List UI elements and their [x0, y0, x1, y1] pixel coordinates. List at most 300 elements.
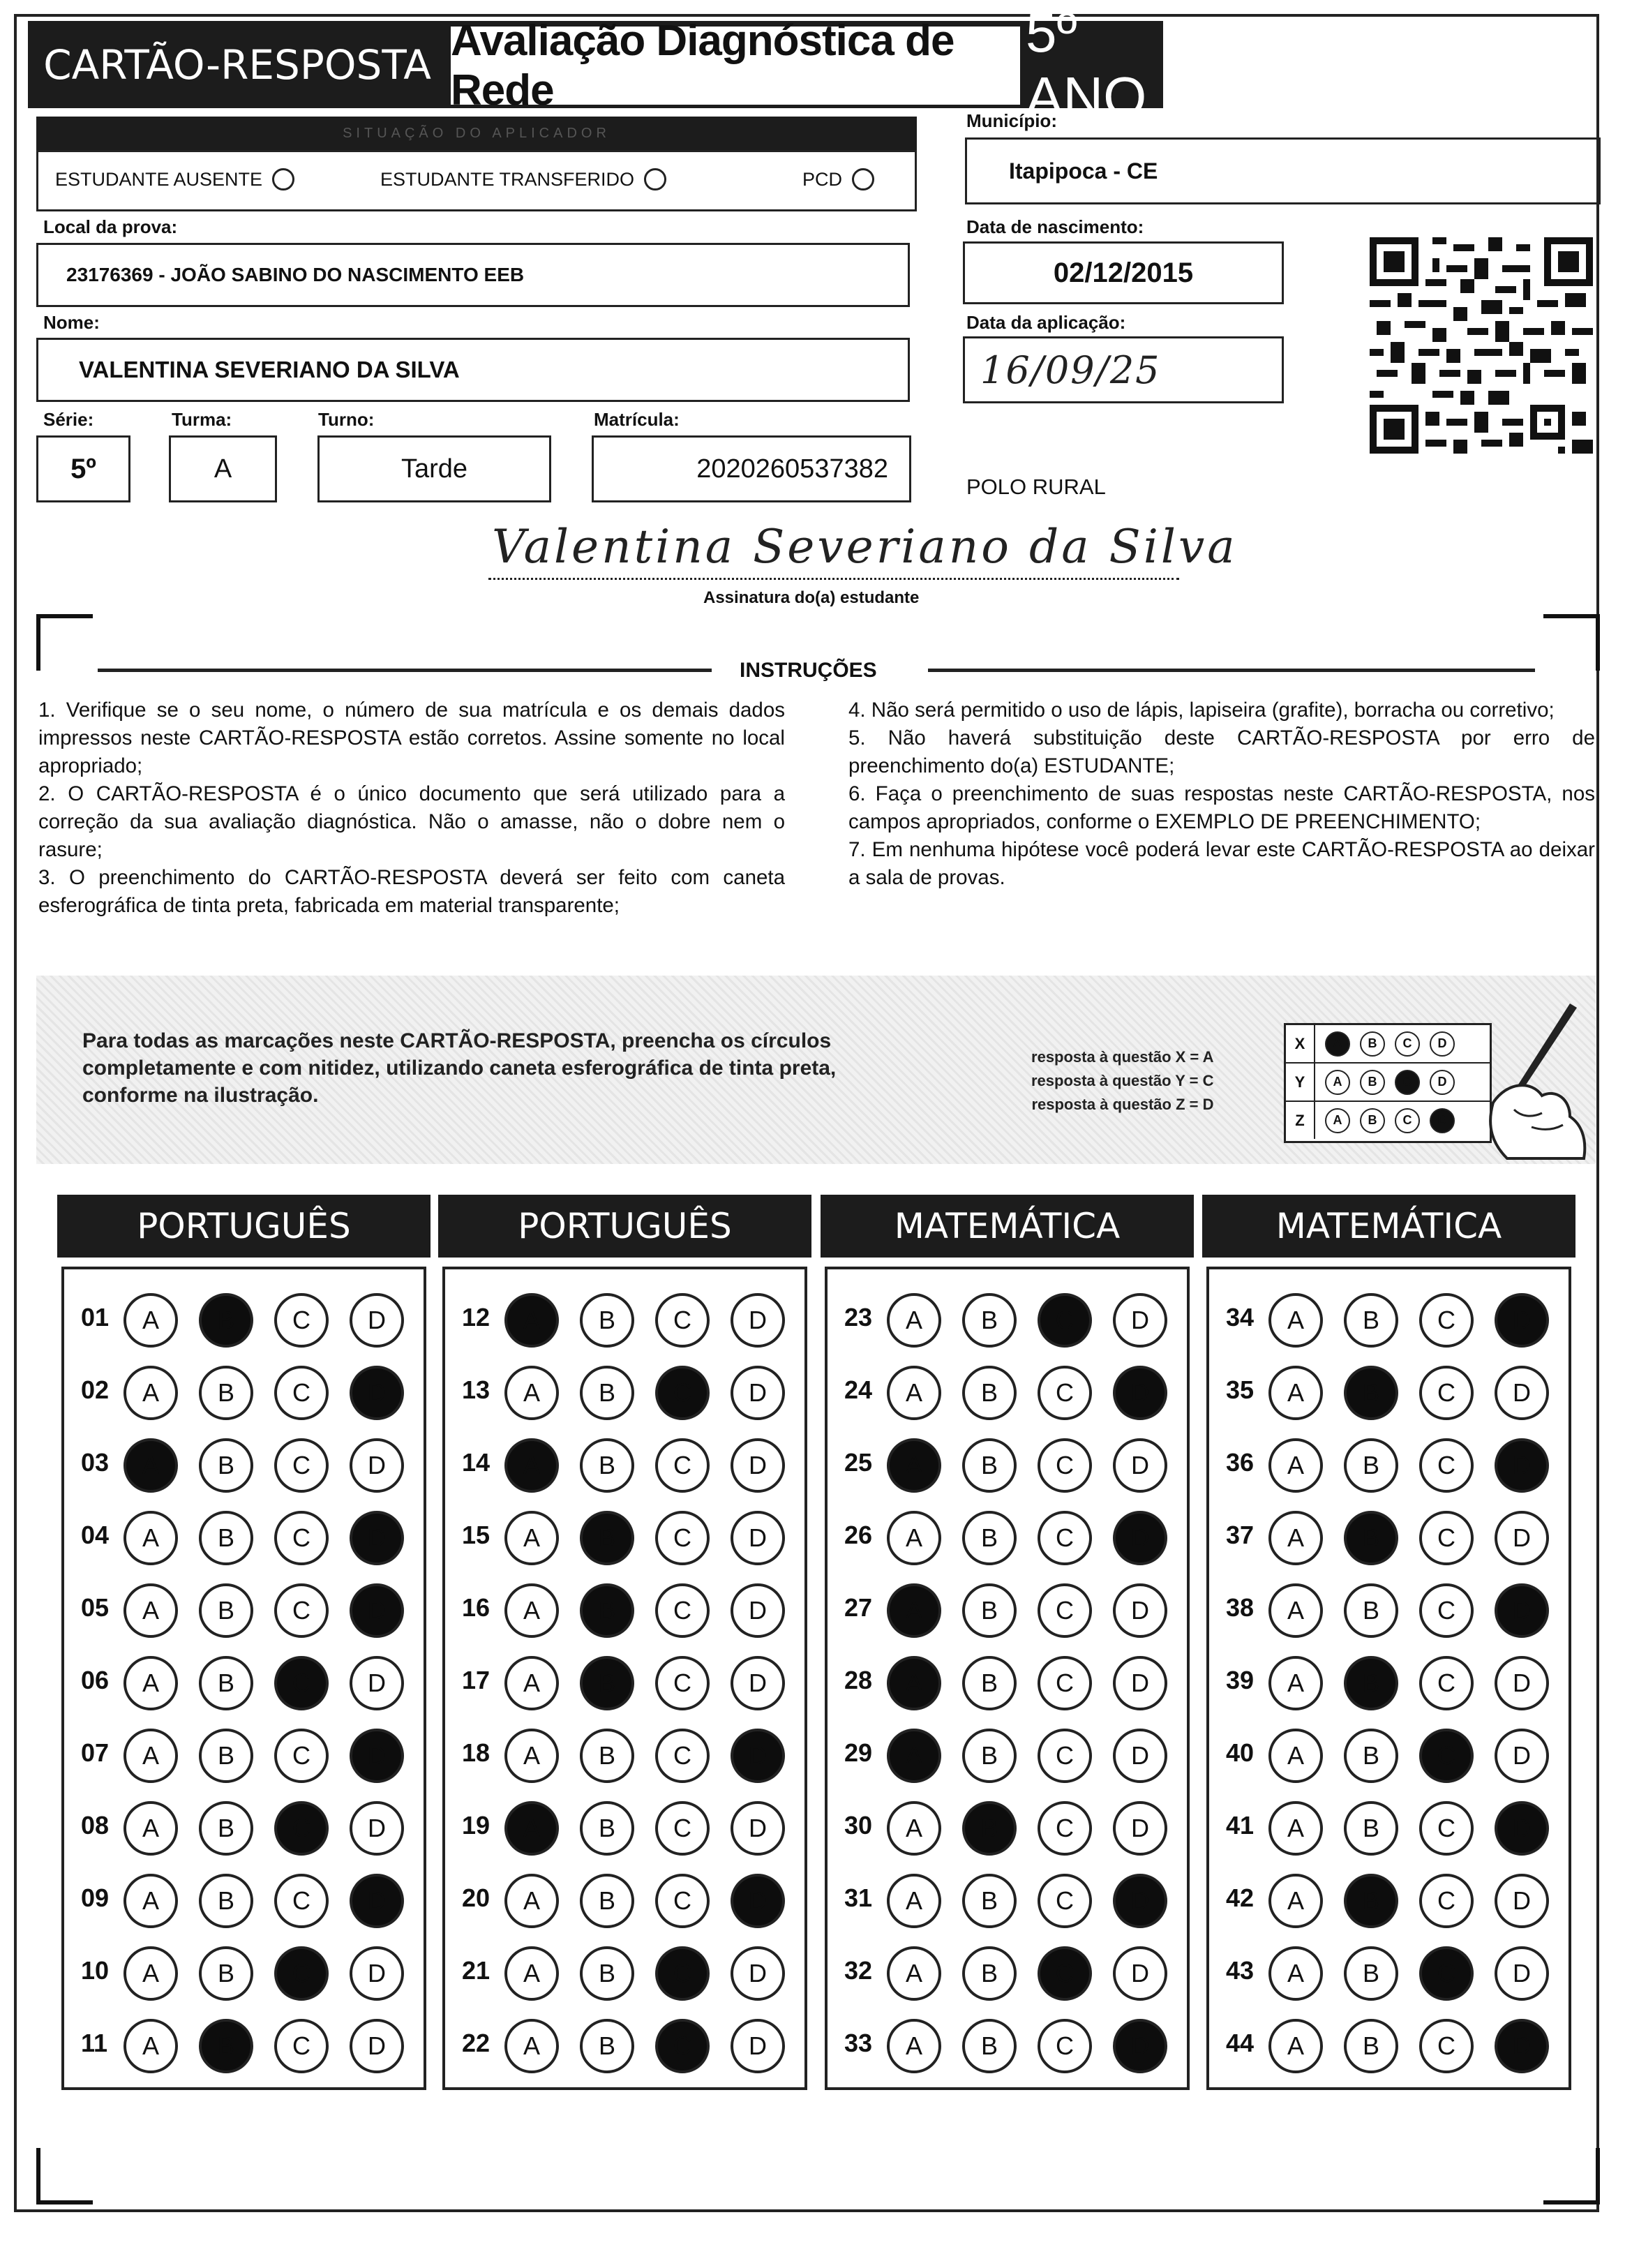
answer-bubble-b[interactable]: B	[199, 1656, 253, 1710]
answer-bubble-d[interactable]: D	[1113, 1801, 1167, 1856]
answer-bubble-b[interactable]: B	[1344, 1656, 1398, 1710]
answer-bubble-d[interactable]: D	[350, 1583, 404, 1638]
answer-bubble-b[interactable]: B	[580, 1366, 634, 1420]
question-row	[64, 1283, 424, 1353]
answer-bubble-d[interactable]: D	[731, 1511, 785, 1565]
answer-bubble-c[interactable]: C	[274, 1511, 329, 1565]
answer-bubble-c[interactable]: C	[1038, 2019, 1092, 2073]
answer-bubble-c[interactable]: C	[1419, 2019, 1474, 2073]
answer-bubble-b[interactable]: B	[580, 1656, 634, 1710]
question-number: 27	[844, 1593, 873, 1622]
answer-bubble-a[interactable]: A	[504, 1366, 559, 1420]
answer-bubble-a[interactable]: A	[887, 1874, 941, 1928]
answer-bubble-c[interactable]: C	[274, 1656, 329, 1710]
question-number: 42	[1226, 1883, 1255, 1912]
answer-bubble-a[interactable]: A	[123, 1801, 178, 1856]
grade-title: 5º ANO	[1026, 1, 1147, 128]
absent-option[interactable]	[55, 168, 294, 191]
answer-bubble-b[interactable]: B	[1344, 1293, 1398, 1348]
nome-field	[36, 338, 910, 402]
example-row-label: X	[1286, 1025, 1315, 1062]
question-number: 08	[81, 1811, 110, 1840]
answer-bubble-a[interactable]: A	[504, 1874, 559, 1928]
answer-bubble-a[interactable]: A	[1268, 1729, 1323, 1783]
answer-bubble-c[interactable]: C	[1419, 1946, 1474, 2001]
answer-bubble-a[interactable]: A	[504, 2019, 559, 2073]
answer-bubble-a[interactable]: A	[887, 1438, 941, 1493]
question-row	[445, 1937, 804, 2006]
question-row	[64, 1646, 424, 1716]
question-number: 33	[844, 2029, 873, 2057]
polo-label: POLO RURAL	[966, 475, 1106, 499]
answer-bubble-d[interactable]: D	[350, 1946, 404, 2001]
example-bubble-c: C	[1395, 1031, 1420, 1057]
question-row	[64, 1356, 424, 1426]
answer-bubble-a[interactable]: A	[504, 1511, 559, 1565]
answer-bubble-c[interactable]: C	[1038, 1729, 1092, 1783]
answer-bubble-a[interactable]: A	[1268, 2019, 1323, 2073]
question-row	[64, 2009, 424, 2079]
answer-bubble-c[interactable]: C	[655, 1511, 710, 1565]
answer-bubble-c[interactable]: C	[655, 1366, 710, 1420]
legend-line: resposta à questão X = A	[1031, 1048, 1214, 1066]
answer-bubble-c[interactable]: C	[655, 1656, 710, 1710]
corner-mark-bottom-left	[36, 2148, 93, 2204]
answer-bubble-b[interactable]: B	[580, 1438, 634, 1493]
question-number: 26	[844, 1521, 873, 1549]
answer-bubble-a[interactable]: A	[504, 1293, 559, 1348]
answer-bubble-b[interactable]: B	[1344, 1438, 1398, 1493]
answer-bubble-a[interactable]: A	[887, 1511, 941, 1565]
question-row	[445, 2009, 804, 2079]
answer-bubble-c[interactable]: C	[1038, 1801, 1092, 1856]
question-row	[445, 1574, 804, 1643]
legend-line: resposta à questão Z = D	[1031, 1096, 1214, 1113]
answer-bubble-c[interactable]: C	[1419, 1293, 1474, 1348]
question-row	[445, 1791, 804, 1861]
answer-bubble-a[interactable]: A	[123, 2019, 178, 2073]
answer-bubble-c[interactable]: C	[274, 1874, 329, 1928]
answer-bubble-a[interactable]: A	[1268, 1874, 1323, 1928]
answer-bubble-d[interactable]: D	[731, 1874, 785, 1928]
answer-bubble-b[interactable]: B	[199, 1946, 253, 2001]
question-row	[64, 1937, 424, 2006]
answer-bubble-b[interactable]: B	[580, 1801, 634, 1856]
answer-bubble-d[interactable]: D	[1113, 2019, 1167, 2073]
instructions-right-column	[848, 696, 1595, 892]
answer-bubble-c[interactable]: C	[655, 2019, 710, 2073]
answer-bubble-b[interactable]: B	[962, 1874, 1017, 1928]
question-number: 16	[462, 1593, 491, 1622]
answer-bubble-a[interactable]: A	[504, 1438, 559, 1493]
answer-bubble-c[interactable]: C	[1038, 1366, 1092, 1420]
nome-value: VALENTINA SEVERIANO DA SILVA	[79, 357, 460, 382]
question-number: 23	[844, 1303, 873, 1331]
question-number: 01	[81, 1303, 110, 1331]
pcd-label: PCD	[802, 168, 843, 190]
answer-bubble-d[interactable]: D	[350, 1656, 404, 1710]
question-number: 07	[81, 1738, 110, 1767]
answer-bubble-d[interactable]: D	[1495, 1366, 1549, 1420]
answer-bubble-d[interactable]: D	[1113, 1874, 1167, 1928]
answer-bubble-b[interactable]: B	[580, 1511, 634, 1565]
answer-bubble-c[interactable]: C	[1038, 1438, 1092, 1493]
answer-bubble-d[interactable]: D	[1495, 1801, 1549, 1856]
answer-grid	[1206, 1267, 1571, 2090]
question-number: 30	[844, 1811, 873, 1840]
answer-bubble-d[interactable]: D	[1113, 1366, 1167, 1420]
answer-bubble-b[interactable]: B	[962, 1801, 1017, 1856]
question-row	[445, 1428, 804, 1498]
answer-bubble-d[interactable]: D	[731, 1438, 785, 1493]
municipio-value: Itapipoca - CE	[1009, 158, 1158, 184]
corner-mark-top-right	[1543, 614, 1600, 671]
answer-bubble-d[interactable]: D	[1113, 1438, 1167, 1493]
answer-bubble-a[interactable]: A	[123, 1946, 178, 2001]
answer-bubble-d[interactable]: D	[350, 1366, 404, 1420]
question-row	[445, 1646, 804, 1716]
answer-bubble-b[interactable]: B	[962, 1293, 1017, 1348]
pcd-bubble[interactable]	[852, 168, 874, 191]
question-number: 31	[844, 1883, 873, 1912]
answer-bubble-c[interactable]: C	[655, 1583, 710, 1638]
question-number: 41	[1226, 1811, 1255, 1840]
municipio-label: Município:	[966, 110, 1057, 131]
answer-bubble-c[interactable]: C	[1419, 1874, 1474, 1928]
answer-bubble-d[interactable]: D	[350, 1293, 404, 1348]
answer-bubble-b[interactable]: B	[962, 1511, 1017, 1565]
answer-bubble-a[interactable]: A	[887, 1583, 941, 1638]
section-header: MATEMÁTICA	[1202, 1195, 1575, 1258]
question-row	[445, 1356, 804, 1426]
example-bubble-a: A	[1325, 1031, 1350, 1057]
answer-bubble-b[interactable]: B	[199, 1801, 253, 1856]
answer-grid	[61, 1267, 426, 2090]
answer-bubble-d[interactable]: D	[350, 1511, 404, 1565]
answer-bubble-a[interactable]: A	[1268, 1438, 1323, 1493]
question-number: 03	[81, 1448, 110, 1477]
answer-bubble-a[interactable]: A	[1268, 1293, 1323, 1348]
answer-bubble-a[interactable]: A	[123, 1366, 178, 1420]
answer-bubble-d[interactable]: D	[350, 1874, 404, 1928]
answer-bubble-b[interactable]: B	[962, 1946, 1017, 2001]
question-number: 18	[462, 1738, 491, 1767]
answer-bubble-b[interactable]: B	[580, 1946, 634, 2001]
situation-bar: SITUAÇÃO DO APLICADOR	[36, 117, 917, 150]
answer-bubble-d[interactable]: D	[350, 1801, 404, 1856]
answer-bubble-d[interactable]: D	[1495, 1511, 1549, 1565]
serie-field	[36, 435, 130, 502]
answer-bubble-d[interactable]: D	[1495, 1874, 1549, 1928]
card-label: CARTÃO-RESPOSTA	[43, 40, 431, 89]
question-number: 21	[462, 1956, 491, 1985]
absent-label: ESTUDANTE AUSENTE	[55, 168, 263, 190]
answer-bubble-b[interactable]: B	[962, 1583, 1017, 1638]
answer-bubble-b[interactable]: B	[1344, 1946, 1398, 2001]
question-row	[828, 1719, 1187, 1789]
answer-bubble-a[interactable]: A	[1268, 1583, 1323, 1638]
answer-bubble-d[interactable]: D	[1495, 1946, 1549, 2001]
answer-bubble-a[interactable]: A	[1268, 1801, 1323, 1856]
answer-bubble-d[interactable]: D	[731, 1801, 785, 1856]
answer-bubble-a[interactable]: A	[504, 1801, 559, 1856]
answer-bubble-c[interactable]: C	[655, 1729, 710, 1783]
answer-bubble-c[interactable]: C	[274, 2019, 329, 2073]
answer-bubble-c[interactable]: C	[274, 1438, 329, 1493]
instructions-rule-left	[98, 669, 712, 672]
question-number: 44	[1226, 2029, 1255, 2057]
question-number: 29	[844, 1738, 873, 1767]
answer-bubble-a[interactable]: A	[123, 1438, 178, 1493]
answer-bubble-a[interactable]: A	[123, 1656, 178, 1710]
answer-bubble-d[interactable]: D	[731, 1293, 785, 1348]
question-number: 15	[462, 1521, 491, 1549]
question-row	[64, 1574, 424, 1643]
question-number: 36	[1226, 1448, 1255, 1477]
answer-bubble-c[interactable]: C	[1038, 1874, 1092, 1928]
answer-bubble-c[interactable]: C	[1419, 1511, 1474, 1565]
answer-bubble-d[interactable]: D	[731, 1583, 785, 1638]
answer-bubble-c[interactable]: C	[655, 1946, 710, 2001]
answer-bubble-d[interactable]: D	[1495, 2019, 1549, 2073]
signature-line	[488, 578, 1179, 580]
question-row	[64, 1864, 424, 1934]
pcd-option[interactable]	[802, 168, 874, 191]
answer-bubble-a[interactable]: A	[123, 1874, 178, 1928]
answer-bubble-a[interactable]: A	[123, 1583, 178, 1638]
matricula-field	[592, 435, 911, 502]
question-number: 39	[1226, 1666, 1255, 1694]
local-field	[36, 243, 910, 307]
answer-bubble-b[interactable]: B	[962, 1729, 1017, 1783]
answer-bubble-a[interactable]: A	[1268, 1946, 1323, 2001]
section-header: PORTUGUÊS	[438, 1195, 811, 1258]
answer-bubble-d[interactable]: D	[1495, 1656, 1549, 1710]
answer-bubble-c[interactable]: C	[655, 1293, 710, 1348]
answer-bubble-c[interactable]: C	[1038, 1946, 1092, 2001]
question-row	[1209, 1646, 1569, 1716]
question-row	[1209, 1356, 1569, 1426]
question-row	[828, 1937, 1187, 2006]
question-row	[828, 1283, 1187, 1353]
instruction-item: 3. O preenchimento do CARTÃO-RESPOSTA deverá ser feito com caneta esferográfica de tinta preta, fabricada em material transparente;	[38, 866, 785, 917]
example-row-label: Z	[1286, 1102, 1315, 1139]
question-number: 17	[462, 1666, 491, 1694]
answer-bubble-d[interactable]: D	[731, 2019, 785, 2073]
answer-bubble-c[interactable]: C	[655, 1874, 710, 1928]
question-row	[1209, 1574, 1569, 1643]
answer-bubble-c[interactable]: C	[655, 1801, 710, 1856]
answer-bubble-c[interactable]: C	[655, 1438, 710, 1493]
answer-bubble-b[interactable]: B	[580, 2019, 634, 2073]
serie-label: Série:	[43, 409, 94, 430]
answer-bubble-b[interactable]: B	[199, 1438, 253, 1493]
transferred-option[interactable]	[380, 168, 666, 191]
answer-bubble-c[interactable]: C	[1038, 1511, 1092, 1565]
answer-bubble-c[interactable]: C	[274, 1729, 329, 1783]
question-row	[1209, 1283, 1569, 1353]
answer-bubble-b[interactable]: B	[1344, 1874, 1398, 1928]
transferred-bubble[interactable]	[644, 168, 666, 191]
answer-bubble-b[interactable]: B	[199, 1583, 253, 1638]
answer-bubble-a[interactable]: A	[1268, 1366, 1323, 1420]
question-row	[828, 1864, 1187, 1934]
answer-bubble-d[interactable]: D	[731, 1366, 785, 1420]
answer-bubble-b[interactable]: B	[1344, 1583, 1398, 1638]
question-row	[828, 1791, 1187, 1861]
answer-bubble-c[interactable]: C	[274, 1366, 329, 1420]
answer-bubble-d[interactable]: D	[350, 1438, 404, 1493]
answer-bubble-d[interactable]: D	[1495, 1583, 1549, 1638]
section-header: PORTUGUÊS	[57, 1195, 431, 1258]
instruction-item: 4. Não será permitido o uso de lápis, lapiseira (grafite), borracha ou corretivo;	[848, 699, 1555, 722]
answer-bubble-a[interactable]: A	[504, 1583, 559, 1638]
answer-bubble-c[interactable]: C	[274, 1583, 329, 1638]
question-number: 04	[81, 1521, 110, 1549]
question-number: 12	[462, 1303, 491, 1331]
answer-bubble-c[interactable]: C	[1419, 1801, 1474, 1856]
nome-label: Nome:	[43, 312, 100, 333]
question-row	[828, 2009, 1187, 2079]
answer-bubble-c[interactable]: C	[1419, 1583, 1474, 1638]
question-number: 22	[462, 2029, 491, 2057]
answer-bubble-b[interactable]: B	[199, 1729, 253, 1783]
turma-field	[169, 435, 277, 502]
answer-bubble-d[interactable]: D	[1113, 1511, 1167, 1565]
answer-bubble-d[interactable]: D	[731, 1656, 785, 1710]
question-row	[1209, 1428, 1569, 1498]
example-row	[1286, 1064, 1490, 1102]
answer-bubble-d[interactable]: D	[350, 1729, 404, 1783]
answer-bubble-a[interactable]: A	[887, 1366, 941, 1420]
answer-bubble-b[interactable]: B	[1344, 1366, 1398, 1420]
answer-bubble-d[interactable]: D	[1113, 1293, 1167, 1348]
answer-bubble-a[interactable]: A	[887, 1729, 941, 1783]
question-number: 28	[844, 1666, 873, 1694]
example-bubble-d: D	[1430, 1108, 1455, 1133]
example-row	[1286, 1102, 1490, 1139]
question-number: 13	[462, 1375, 491, 1404]
answer-bubble-b[interactable]: B	[580, 1729, 634, 1783]
example-bubble-b: B	[1360, 1070, 1385, 1095]
qr-code	[1370, 237, 1593, 454]
question-number: 24	[844, 1375, 873, 1404]
answer-bubble-c[interactable]: C	[1419, 1656, 1474, 1710]
answer-bubble-c[interactable]: C	[274, 1946, 329, 2001]
answer-bubble-d[interactable]: D	[1495, 1729, 1549, 1783]
answer-bubble-d[interactable]: D	[350, 2019, 404, 2073]
fill-example-legend	[1031, 1045, 1213, 1117]
answer-bubble-b[interactable]: B	[1344, 2019, 1398, 2073]
question-row	[64, 1501, 424, 1571]
answer-bubble-b[interactable]: B	[199, 1511, 253, 1565]
absent-bubble[interactable]	[272, 168, 294, 191]
answer-bubble-a[interactable]: A	[887, 1801, 941, 1856]
answer-bubble-d[interactable]: D	[731, 1729, 785, 1783]
exam-title: Avaliação Diagnóstica de Rede	[451, 27, 1020, 105]
answer-bubble-a[interactable]: A	[504, 1656, 559, 1710]
answer-bubble-d[interactable]: D	[731, 1946, 785, 2001]
answer-bubble-c[interactable]: C	[1419, 1438, 1474, 1493]
turno-value: Tarde	[400, 454, 468, 484]
answer-bubble-b[interactable]: B	[962, 1656, 1017, 1710]
instruction-item: 6. Faça o preenchimento de suas respostas neste CARTÃO-RESPOSTA, nos campos apropriados, conforme o EXEMPLO DE PREENCHIMENTO;	[848, 782, 1595, 833]
answer-bubble-a[interactable]: A	[123, 1729, 178, 1783]
question-row	[1209, 2009, 1569, 2079]
example-bubble-b: B	[1360, 1031, 1385, 1057]
answer-bubble-c[interactable]: C	[1038, 1583, 1092, 1638]
answer-bubble-c[interactable]: C	[1038, 1293, 1092, 1348]
question-row	[828, 1428, 1187, 1498]
answer-bubble-b[interactable]: B	[962, 1366, 1017, 1420]
question-number: 09	[81, 1883, 110, 1912]
question-number: 37	[1226, 1521, 1255, 1549]
question-row	[828, 1501, 1187, 1571]
answer-bubble-b[interactable]: B	[580, 1874, 634, 1928]
answer-bubble-d[interactable]: D	[1495, 1438, 1549, 1493]
answer-bubble-a[interactable]: A	[887, 2019, 941, 2073]
answer-bubble-d[interactable]: D	[1113, 1946, 1167, 2001]
question-row	[445, 1719, 804, 1789]
question-row	[64, 1719, 424, 1789]
answer-bubble-d[interactable]: D	[1113, 1656, 1167, 1710]
nascimento-field	[963, 241, 1284, 304]
answer-bubble-a[interactable]: A	[887, 1293, 941, 1348]
answer-bubble-d[interactable]: D	[1113, 1583, 1167, 1638]
answer-bubble-b[interactable]: B	[580, 1293, 634, 1348]
answer-bubble-b[interactable]: B	[1344, 1511, 1398, 1565]
question-row	[828, 1574, 1187, 1643]
example-bubble-a: A	[1325, 1070, 1350, 1095]
answer-bubble-a[interactable]: A	[123, 1293, 178, 1348]
answer-bubble-b[interactable]: B	[199, 1874, 253, 1928]
answer-bubble-b[interactable]: B	[962, 1438, 1017, 1493]
answer-bubble-b[interactable]: B	[1344, 1729, 1398, 1783]
serie-value: 5º	[70, 453, 96, 484]
matricula-label: Matrícula:	[594, 409, 680, 430]
answer-bubble-d[interactable]: D	[1495, 1293, 1549, 1348]
answer-bubble-b[interactable]: B	[199, 1293, 253, 1348]
answer-bubble-a[interactable]: A	[504, 1729, 559, 1783]
answer-bubble-c[interactable]: C	[1419, 1366, 1474, 1420]
hand-with-pen-icon	[1465, 998, 1605, 1165]
answer-bubble-b[interactable]: B	[1344, 1801, 1398, 1856]
answer-bubble-a[interactable]: A	[504, 1946, 559, 2001]
nascimento-label: Data de nascimento:	[966, 216, 1144, 237]
answer-bubble-c[interactable]: C	[274, 1801, 329, 1856]
corner-mark-top-left	[36, 614, 93, 671]
answer-bubble-a[interactable]: A	[887, 1946, 941, 2001]
answer-bubble-b[interactable]: B	[199, 1366, 253, 1420]
answer-bubble-b[interactable]: B	[962, 2019, 1017, 2073]
instructions-title: INSTRUÇÕES	[740, 659, 877, 682]
answer-bubble-c[interactable]: C	[1038, 1656, 1092, 1710]
answer-bubble-a[interactable]: A	[123, 1511, 178, 1565]
answer-bubble-a[interactable]: A	[1268, 1656, 1323, 1710]
answer-bubble-d[interactable]: D	[1113, 1729, 1167, 1783]
answer-bubble-c[interactable]: C	[274, 1293, 329, 1348]
answer-bubble-a[interactable]: A	[887, 1656, 941, 1710]
question-row	[828, 1646, 1187, 1716]
question-row	[64, 1428, 424, 1498]
question-number: 32	[844, 1956, 873, 1985]
answer-bubble-b[interactable]: B	[199, 2019, 253, 2073]
answer-bubble-b[interactable]: B	[580, 1583, 634, 1638]
answer-bubble-a[interactable]: A	[1268, 1511, 1323, 1565]
municipio-field	[965, 137, 1601, 204]
question-number: 20	[462, 1883, 491, 1912]
answer-bubble-c[interactable]: C	[1419, 1729, 1474, 1783]
